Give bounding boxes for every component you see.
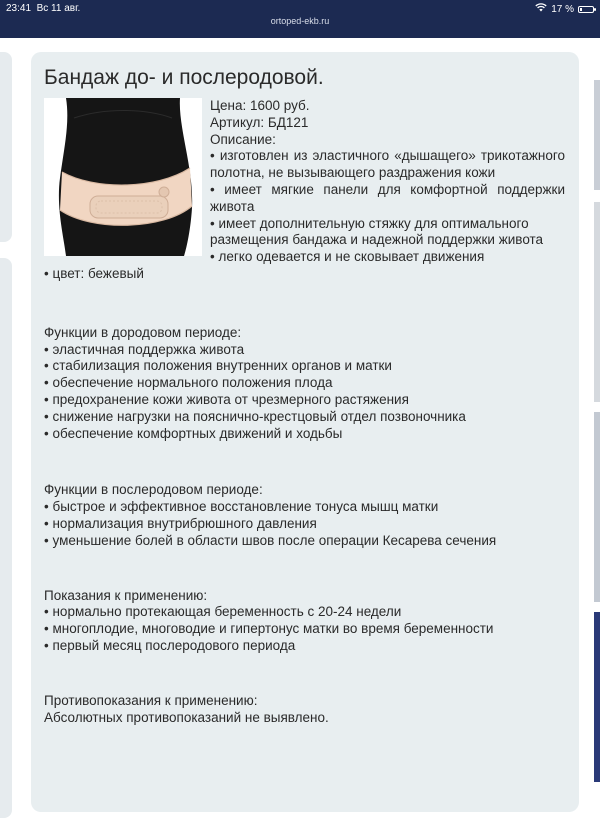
postnatal-item: • уменьшение болей в области швов после операции Кесарева сечения bbox=[44, 532, 497, 548]
status-indicators bbox=[535, 3, 594, 15]
left-panel-edge-lower bbox=[0, 258, 12, 818]
prenatal-title: Функции в дородовом периоде: bbox=[44, 324, 242, 340]
product-title: Бандаж до- и послеродовой. bbox=[44, 66, 324, 89]
status-time-date bbox=[6, 3, 80, 14]
contraindications-title: Противопоказания к применению: bbox=[44, 692, 258, 708]
left-panel-edge bbox=[0, 52, 12, 242]
indications-item: • нормально протекающая беременность с 20-24 недели bbox=[44, 604, 402, 620]
prenatal-item: • эластичная поддержка живота bbox=[44, 341, 245, 357]
battery-icon bbox=[578, 6, 594, 13]
description-item: • имеет дополнительную стяжку для оптимального размещения бандажа и надежной поддержки живота bbox=[210, 215, 544, 248]
indications-item: • первый месяц послеродового периода bbox=[44, 637, 296, 653]
status-time: 23:41 bbox=[6, 3, 32, 14]
status-bar bbox=[0, 0, 600, 38]
description-label: Описание: bbox=[210, 131, 276, 147]
prenatal-item: • предохранение кожи живота от чрезмерного растяжения bbox=[44, 391, 409, 407]
prenatal-item: • снижение нагрузки на пояснично-крестцовый отдел позвоночника bbox=[44, 408, 466, 424]
description-item: • цвет: бежевый bbox=[44, 265, 144, 281]
prenatal-item: • обеспечение комфортных движений и ходьбы bbox=[44, 425, 343, 441]
product-image[interactable] bbox=[44, 98, 202, 256]
postnatal-functions-section bbox=[44, 482, 565, 549]
indications-section bbox=[44, 588, 565, 655]
description-item: • легко одевается и не сковывает движения bbox=[210, 249, 485, 265]
postnatal-item: • нормализация внутрибрюшного давления bbox=[44, 515, 317, 531]
status-date: Вс 11 авг. bbox=[36, 3, 81, 14]
contraindications-text: Абсолютных противопоказаний не выявлено. bbox=[44, 709, 329, 725]
prenatal-item: • обеспечение нормального положения плода bbox=[44, 375, 333, 391]
product-card bbox=[31, 52, 579, 812]
postnatal-title: Функции в послеродовом периоде: bbox=[44, 482, 263, 498]
product-article: Артикул: БД121 bbox=[210, 114, 309, 130]
contraindications-section bbox=[44, 693, 565, 727]
right-column-edge bbox=[594, 52, 600, 799]
indications-item: • многоплодие, многоводие и гипертонус матки во время беременности bbox=[44, 621, 494, 637]
product-price: Цена: 1600 руб. bbox=[210, 98, 310, 113]
prenatal-functions-section bbox=[44, 325, 565, 443]
prenatal-item: • стабилизация положения внутренних органов и матки bbox=[44, 358, 392, 374]
product-body bbox=[44, 98, 565, 726]
postnatal-item: • быстрое и эффективное восстановление тонуса мышц матки bbox=[44, 499, 439, 515]
battery-percent: 17 % bbox=[551, 3, 574, 15]
description-item: • имеет мягкие панели для комфортной поддержки живота bbox=[210, 181, 565, 214]
bandage-illustration bbox=[44, 98, 202, 256]
address-bar-url[interactable]: ortoped-ekb.ru bbox=[270, 16, 330, 26]
indications-title: Показания к применению: bbox=[44, 587, 208, 603]
battery-level-fill bbox=[580, 8, 582, 11]
description-item: • изготовлен из эластичного «дышащего» трикотажного полотна, не вызывающего раздражения кожи bbox=[210, 148, 565, 181]
wifi-icon bbox=[535, 3, 547, 15]
